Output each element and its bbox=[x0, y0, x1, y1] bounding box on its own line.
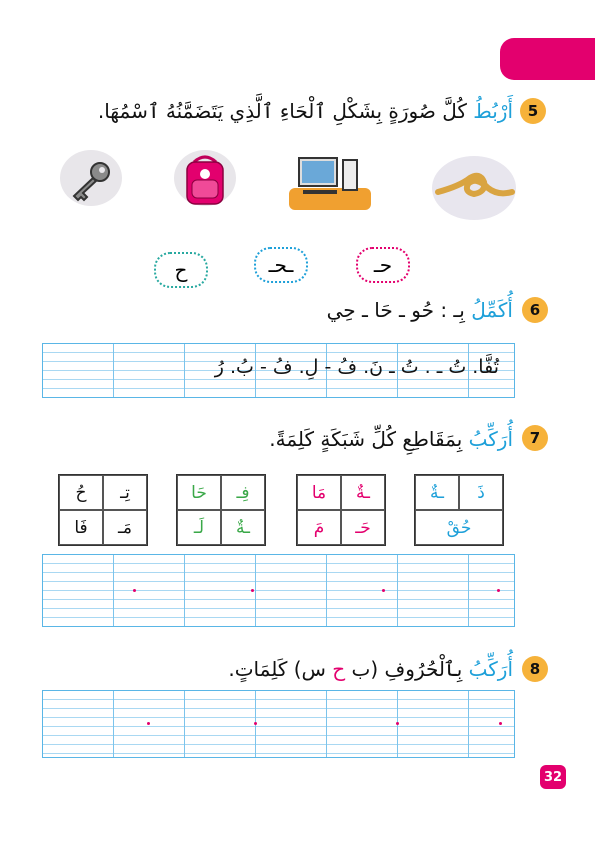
grid2-cell-3: مَ bbox=[297, 510, 341, 545]
key-image bbox=[60, 150, 122, 206]
exercise-number-6: 6 bbox=[522, 297, 548, 323]
answer-dot bbox=[147, 722, 150, 725]
grid3-cell-2: فِـ bbox=[221, 475, 265, 510]
computer-desk-icon bbox=[285, 148, 375, 220]
grid3-cell-3: لَـ bbox=[177, 510, 221, 545]
shape-cloud-2[interactable]: ـحـ bbox=[254, 247, 308, 283]
syllable-grid-3 bbox=[176, 474, 266, 546]
answer-dot bbox=[396, 722, 399, 725]
key-icon bbox=[60, 150, 122, 206]
grid1-cell-1: ـةٌ bbox=[415, 475, 459, 510]
grid2-cell-4: حَـ bbox=[341, 510, 385, 545]
exercise5-verb: أَرْبُطُ bbox=[473, 99, 513, 123]
exercise6-verb: أُكَمِّلُ bbox=[471, 298, 513, 322]
grid1-cell-3: حُقْ bbox=[415, 510, 503, 545]
exercise5-instruction bbox=[98, 99, 513, 123]
exercise8-verb: أُرَكِّبُ bbox=[468, 657, 513, 681]
shape-cloud-1[interactable]: ح bbox=[154, 252, 208, 288]
answer-dot bbox=[133, 589, 136, 592]
grid3-cell-4: ـةٌ bbox=[221, 510, 265, 545]
grid2-cell-2: ـةٌ bbox=[341, 475, 385, 510]
exercise8-highlight-letter: ح bbox=[332, 657, 346, 681]
exercise7-verb: أُرَكِّبُ bbox=[468, 427, 513, 451]
answer-dot bbox=[382, 589, 385, 592]
exercise5-text: كُلَّ صُورَةٍ بِشَكْلِ ٱلْحَاءِ ٱلَّذِي يَتَضَمَّنُهُ ٱسْمُهَا. bbox=[97, 99, 474, 123]
exercise8-instruction bbox=[228, 657, 513, 681]
grid1-cell-2: ذَ bbox=[459, 475, 503, 510]
exercise7-text: بِمَقَاطِعِ كُلِّ شَبَكَةٍ كَلِمَةً. bbox=[269, 427, 469, 451]
exercise8-text-before: بِٱلْحُرُوفِ (ب bbox=[345, 657, 469, 681]
chapter-tab bbox=[500, 38, 595, 80]
answer-dot bbox=[251, 589, 254, 592]
pink-bag-icon bbox=[174, 150, 236, 210]
exercise6-sentence: تُفَّا. تُ ـ . تُ ـ نَ. فُ - لِ. فُ - بُ. رُ bbox=[214, 356, 499, 378]
shape-cloud-3[interactable]: حـ bbox=[356, 247, 410, 283]
answer-dot bbox=[499, 722, 502, 725]
grid3-cell-1: حَا bbox=[177, 475, 221, 510]
computer-image bbox=[285, 148, 375, 220]
bag-image bbox=[174, 150, 236, 206]
syllable-grid-1 bbox=[414, 474, 504, 546]
page-number: 32 bbox=[540, 765, 566, 789]
rope-knot-icon bbox=[432, 156, 516, 220]
syllable-grid-2 bbox=[296, 474, 386, 546]
exercise6-instruction bbox=[327, 298, 513, 322]
exercise7-instruction bbox=[269, 427, 513, 451]
exercise7-writing-lines[interactable] bbox=[42, 554, 515, 627]
exercise8-writing-lines[interactable] bbox=[42, 690, 515, 758]
grid4-cell-3: فَا bbox=[59, 510, 103, 545]
exercise6-text: بِـ : حُو ـ حَا ـ حِي bbox=[326, 298, 472, 322]
grid2-cell-1: مَا bbox=[297, 475, 341, 510]
exercise8-text-after: س) كَلِمَاتٍ. bbox=[228, 657, 333, 681]
answer-dot bbox=[254, 722, 257, 725]
grid4-cell-2: تِـ bbox=[103, 475, 147, 510]
exercise-number-7: 7 bbox=[522, 425, 548, 451]
syllable-grid-4 bbox=[58, 474, 148, 546]
exercise-number-8: 8 bbox=[522, 656, 548, 682]
grid4-cell-4: مَـ bbox=[103, 510, 147, 545]
exercise-number-5: 5 bbox=[520, 98, 546, 124]
rope-image bbox=[432, 156, 516, 220]
grid4-cell-1: حُ bbox=[59, 475, 103, 510]
answer-dot bbox=[497, 589, 500, 592]
